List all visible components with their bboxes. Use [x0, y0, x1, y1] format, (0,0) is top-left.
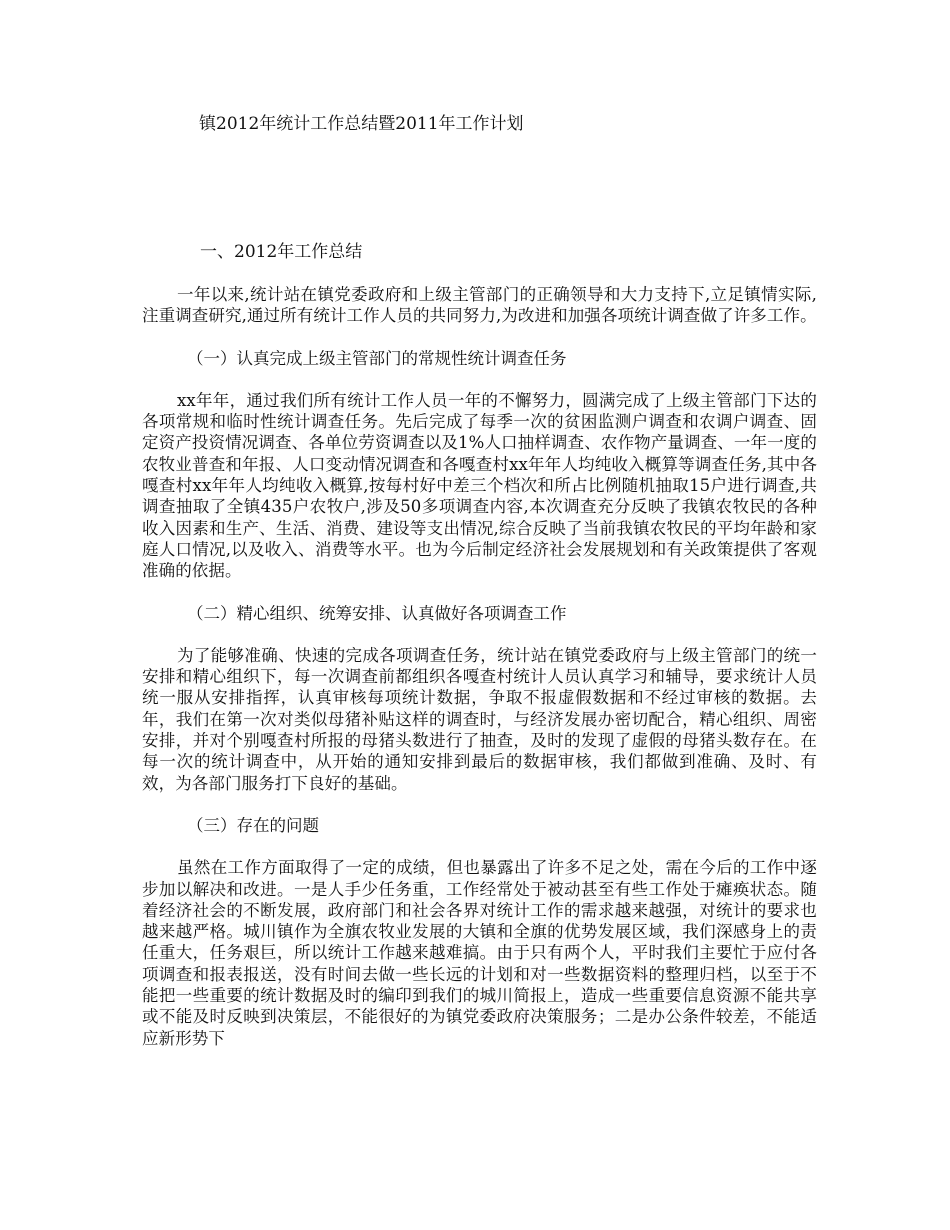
- section-heading-summary: 一、2012年工作总结: [200, 242, 363, 262]
- subsection-paragraph-2: 为了能够准确、快速的完成各项调查任务，统计站在镇党委政府与上级主管部门的统一安排和精心组织下，每一次调查前都组织各嘎查村统计人员认真学习和辅导，要求统计人员统一服从安排指挥，认真审核每项统计数据，争取不报虚假数据和不经过审核的数据。去年，我们在第一次对类似母猪补贴这样的调查时，与经济发展办密切配合，精心组织、周密安排，并对个别嘎查村所报的母猪头数进行了抽查，及时的发现了虚假的母猪头数存在。在每一次的统计调查中，从开始的通知安排到最后的数据审核，我们都做到准确、及时、有效，为各部门服务打下良好的基础。: [142, 645, 817, 793]
- subsection-heading-2: （二）精心组织、统筹安排、认真做好各项调查工作: [187, 603, 567, 623]
- document-title: 镇2012年统计工作总结暨2011年工作计划: [199, 114, 524, 134]
- subsection-heading-1: （一）认真完成上级主管部门的常规性统计调查任务: [187, 348, 567, 368]
- subsection-paragraph-3: 虽然在工作方面取得了一定的成绩，但也暴露出了许多不足之处，需在今后的工作中逐步加以解决和改进。一是人手少任务重，工作经常处于被动甚至有些工作处于瘫痪状态。随着经济社会的不断发展，政府部门和社会各界对统计工作的需求越来越强，对统计的要求也越来越严格。城川镇作为全旗农牧业发展的大镇和全旗的优势发展区域，我们深感身上的责任重大，任务艰巨，所以统计工作越来越难搞。由于只有两个人，平时我们主要忙于应付各项调查和报表报送，没有时间去做一些长远的计划和对一些数据资料的整理归档，以至于不能把一些重要的统计数据及时的编印到我们的城川简报上，造成一些重要信息资源不能共享或不能及时反映到决策层，不能很好的为镇党委政府决策服务；二是办公条件较差，不能适应新形势下: [142, 858, 817, 1048]
- intro-paragraph: 一年以来,统计站在镇党委政府和上级主管部门的正确领导和大力支持下,立足镇情实际,注重调查研究,通过所有统计工作人员的共同努力,为改进和加强各项统计调查做了许多工作。: [142, 285, 817, 326]
- subsection-heading-3: （三）存在的问题: [187, 815, 319, 835]
- document-body: [142, 284, 817, 1070]
- subsection-paragraph-1: xx年年，通过我们所有统计工作人员一年的不懈努力，圆满完成了上级主管部门下达的各项常规和临时性统计调查任务。先后完成了每季一次的贫困监测户调查和农调户调查、固定资产投资情况调查、各单位劳资调查以及1%人口抽样调查、农作物产量调查、一年一度的农牧业普查和年报、人口变动情况调查和各嘎查村xx年年人均纯收入概算等调查任务,其中各嘎查村xx年年人均纯收入概算,按每村好中差三个档次和所占比例随机抽取15户进行调查,共调查抽取了全镇435户农牧户,涉及50多项调查内容,本次调查充分反映了我镇农牧民的各种收入因素和生产、生活、消费、建设等支出情况,综合反映了当前我镇农牧民的平均年龄和家庭人口情况,以及收入、消费等水平。也为今后制定经济社会发展规划和有关政策提供了客观准确的依据。: [142, 390, 817, 581]
